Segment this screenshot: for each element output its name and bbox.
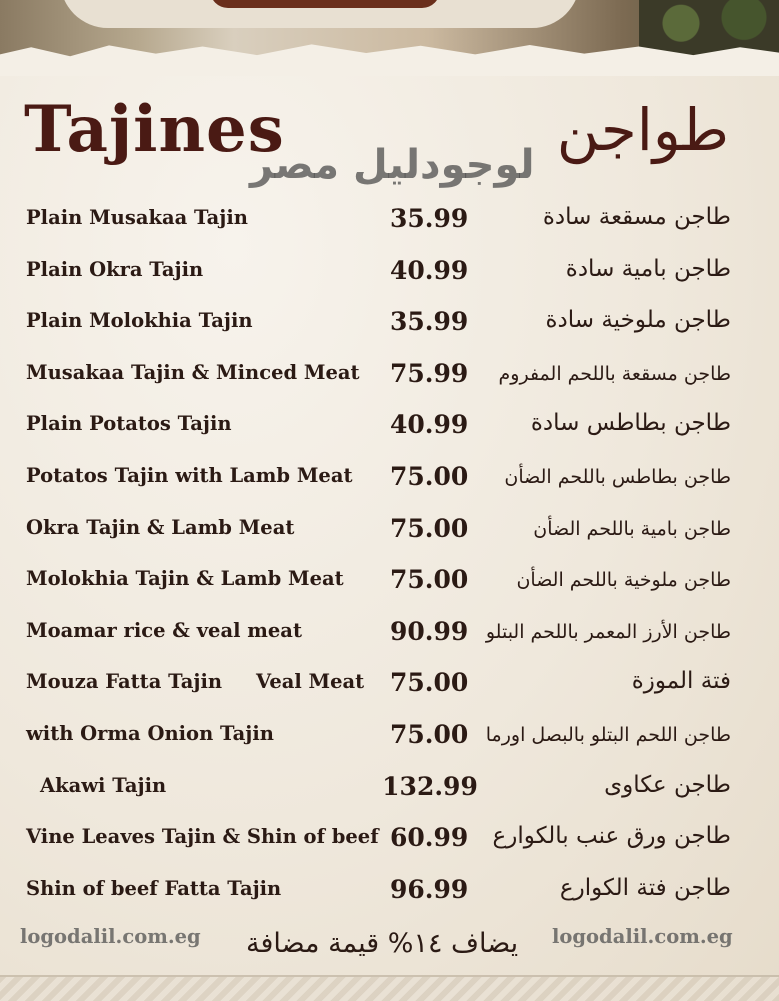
watermark-url-left: logodalil.com.eg [20,925,201,948]
food-image [210,0,440,8]
item-price: 75.00 [390,719,469,749]
item-name-arabic: طاجن بطاطس باللحم الضأن [504,465,731,488]
item-name-english: Shin of beef Fatta Tajin [26,876,282,900]
item-name-arabic: طاجن فتة الكوارع [559,874,731,901]
menu-item [0,297,779,349]
item-name-arabic: طاجن ملوخية سادة [545,307,731,334]
menu-title-arabic: طواجن [556,96,729,164]
item-name-arabic: طاجن بطاطس سادة [530,410,731,437]
item-name-arabic: طاجن اللحم البتلو بالبصل اورما [485,723,731,746]
item-name-english: Plain Molokhia Tajin [26,309,253,333]
item-name-english: Akawi Tajin [40,773,167,797]
item-name-english: Musakaa Tajin & Minced Meat [26,360,360,384]
menu-item [0,504,779,556]
item-price: 35.99 [390,307,469,337]
item-price: 40.99 [390,410,469,440]
item-price: 75.00 [390,513,469,543]
menu-title-english: Tajines [24,92,285,167]
menu-item [0,813,779,865]
item-name-english: with Orma Onion Tajin [26,721,274,745]
item-price: 90.99 [390,616,469,646]
item-name-arabic: طاجن ورق عنب بالكوارع [492,823,731,850]
item-price: 60.99 [390,823,469,853]
item-name-english: Okra Tajin & Lamb Meat [26,515,295,539]
item-name-arabic: طاجن بامية باللحم الضأن [533,517,731,540]
menu-item [0,762,779,814]
menu-item [0,865,779,917]
watermark-arabic: لوجودليل مصر [250,142,535,188]
item-name-english: Plain Potatos Tajin [26,412,232,436]
item-price: 35.99 [390,204,469,233]
item-name-arabic: طاجن عكاوى [604,771,731,798]
menu-item [0,607,779,659]
menu-item [0,452,779,504]
menu-item [0,710,779,762]
item-name-english: Mouza Fatta Tajin Veal Meat [26,670,365,694]
menu-item [0,349,779,401]
menu-list [0,194,779,916]
vat-note: يضاف ١٤% قيمة مضافة [246,928,519,959]
item-name-arabic: طاجن مسقعة سادة [542,204,731,230]
item-price: 132.99 [382,771,478,801]
item-name-arabic: طاجن بامية سادة [565,255,731,282]
item-price: 75.00 [390,668,469,698]
item-name-english: Moamar rice & veal meat [26,618,302,642]
menu-item [0,658,779,710]
item-name-english: Potatos Tajin with Lamb Meat [26,463,353,487]
item-name-arabic: طاجن ملوخية باللحم الضأن [516,569,731,592]
decorative-border [0,975,779,1001]
item-price: 75.00 [390,461,469,491]
menu-item [0,555,779,607]
item-name-arabic: طاجن الأرز المعمر باللحم البتلو [485,620,731,643]
leaves-image [639,0,779,58]
item-name-english: Plain Musakaa Tajin [26,206,248,229]
menu-item [0,194,779,246]
item-name-english: Plain Okra Tajin [26,257,204,281]
item-name-arabic: فتة الموزة [631,668,731,695]
item-price: 75.00 [390,565,469,595]
item-price: 40.99 [390,255,469,285]
item-name-arabic: طاجن مسقعة باللحم المفروم [498,362,731,385]
item-name-english: Molokhia Tajin & Lamb Meat [26,567,344,591]
item-price: 96.99 [390,874,469,904]
item-price: 75.99 [390,358,469,388]
menu-item [0,246,779,298]
item-name-english: Vine Leaves Tajin & Shin of beef [26,825,379,849]
watermark-url-right: logodalil.com.eg [552,925,733,948]
menu-item [0,400,779,452]
